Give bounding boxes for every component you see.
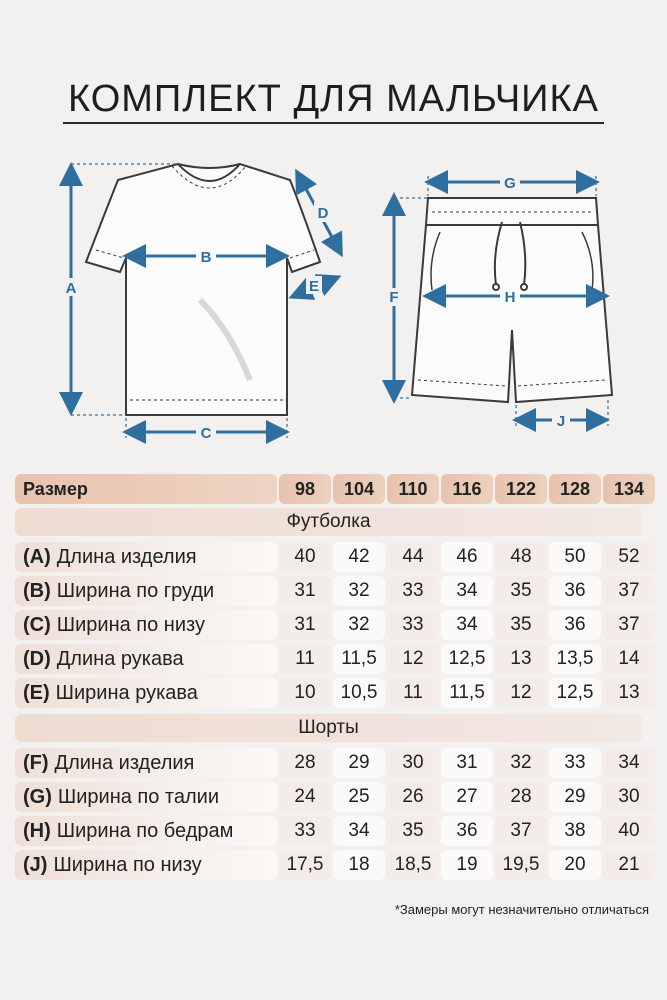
table-cell: 11,5 xyxy=(333,644,385,674)
table-cell: 19,5 xyxy=(495,850,547,880)
size-column-header: 116 xyxy=(441,474,493,504)
table-cell: 34 xyxy=(603,748,655,778)
row-label xyxy=(15,644,277,674)
label-g: G xyxy=(504,175,516,192)
row-code: (C) xyxy=(23,613,51,636)
row-label-text: Ширина по груди xyxy=(56,579,215,602)
table-cell: 10,5 xyxy=(333,678,385,708)
table-cell: 35 xyxy=(387,816,439,846)
size-column-header: 128 xyxy=(549,474,601,504)
row-label xyxy=(15,782,277,812)
table-cell: 34 xyxy=(441,610,493,640)
row-code: (J) xyxy=(23,853,48,876)
row-label-text: Длина изделия xyxy=(54,751,195,774)
label-d: D xyxy=(317,205,329,222)
table-cell: 48 xyxy=(495,542,547,572)
table-cell: 37 xyxy=(603,576,655,606)
label-a: A xyxy=(65,280,77,297)
table-cell: 11 xyxy=(387,678,439,708)
table-cell: 42 xyxy=(333,542,385,572)
row-code: (F) xyxy=(23,751,49,774)
table-cell: 28 xyxy=(279,748,331,778)
row-code: (D) xyxy=(23,647,51,670)
table-cell: 13 xyxy=(603,678,655,708)
label-b: B xyxy=(200,249,212,266)
table-cell: 29 xyxy=(333,748,385,778)
row-label xyxy=(15,748,277,778)
size-column-header: 134 xyxy=(603,474,655,504)
table-cell: 37 xyxy=(603,610,655,640)
table-cell: 32 xyxy=(333,610,385,640)
title-underline xyxy=(63,122,604,124)
row-label xyxy=(15,610,277,640)
table-cell: 12 xyxy=(387,644,439,674)
table-cell: 12,5 xyxy=(549,678,601,708)
garment-diagram xyxy=(0,140,667,450)
row-label xyxy=(15,816,277,846)
table-cell: 44 xyxy=(387,542,439,572)
table-cell: 13 xyxy=(495,644,547,674)
row-label-text: Ширина по бедрам xyxy=(56,819,234,842)
row-code: (B) xyxy=(23,579,51,602)
section-title: Шорты xyxy=(15,714,642,742)
table-cell: 19 xyxy=(441,850,493,880)
table-cell: 10 xyxy=(279,678,331,708)
table-cell: 32 xyxy=(495,748,547,778)
table-cell: 17,5 xyxy=(279,850,331,880)
size-header: Размер xyxy=(15,474,277,504)
table-cell: 12 xyxy=(495,678,547,708)
table-cell: 11 xyxy=(279,644,331,674)
table-cell: 36 xyxy=(549,610,601,640)
table-cell: 24 xyxy=(279,782,331,812)
table-cell: 31 xyxy=(441,748,493,778)
label-h: H xyxy=(504,289,516,306)
table-cell: 27 xyxy=(441,782,493,812)
table-cell: 50 xyxy=(549,542,601,572)
table-cell: 30 xyxy=(603,782,655,812)
table-cell: 13,5 xyxy=(549,644,601,674)
row-label-text: Ширина по талии xyxy=(57,785,219,808)
table-cell: 34 xyxy=(441,576,493,606)
table-cell: 25 xyxy=(333,782,385,812)
size-column-header: 104 xyxy=(333,474,385,504)
table-cell: 31 xyxy=(279,576,331,606)
row-label-text: Длина рукава xyxy=(56,647,184,670)
table-cell: 14 xyxy=(603,644,655,674)
size-column-header: 122 xyxy=(495,474,547,504)
table-cell: 35 xyxy=(495,576,547,606)
table-cell: 40 xyxy=(279,542,331,572)
table-cell: 31 xyxy=(279,610,331,640)
table-cell: 20 xyxy=(549,850,601,880)
row-code: (E) xyxy=(23,681,50,704)
row-label xyxy=(15,576,277,606)
table-cell: 11,5 xyxy=(441,678,493,708)
table-cell: 34 xyxy=(333,816,385,846)
footnote: *Замеры могут незначительно отличаться xyxy=(394,902,649,917)
table-cell: 38 xyxy=(549,816,601,846)
table-cell: 12,5 xyxy=(441,644,493,674)
table-cell: 46 xyxy=(441,542,493,572)
table-cell: 40 xyxy=(603,816,655,846)
section-title: Футболка xyxy=(15,508,642,536)
label-f: F xyxy=(389,289,399,306)
size-column-header: 110 xyxy=(387,474,439,504)
row-label-text: Ширина рукава xyxy=(55,681,198,704)
size-column-header: 98 xyxy=(279,474,331,504)
row-label-text: Ширина по низу xyxy=(53,853,202,876)
table-cell: 36 xyxy=(549,576,601,606)
table-cell: 21 xyxy=(603,850,655,880)
table-cell: 33 xyxy=(549,748,601,778)
table-cell: 26 xyxy=(387,782,439,812)
row-label-text: Длина изделия xyxy=(56,545,197,568)
table-cell: 28 xyxy=(495,782,547,812)
row-code: (H) xyxy=(23,819,51,842)
table-cell: 33 xyxy=(387,610,439,640)
page-title: КОМПЛЕКТ ДЛЯ МАЛЬЧИКА xyxy=(68,78,599,120)
label-c: C xyxy=(200,425,212,442)
row-label-text: Ширина по низу xyxy=(56,613,205,636)
table-cell: 35 xyxy=(495,610,547,640)
tshirt-icon xyxy=(86,164,320,415)
label-j: J xyxy=(556,413,566,430)
table-cell: 30 xyxy=(387,748,439,778)
table-cell: 32 xyxy=(333,576,385,606)
table-cell: 33 xyxy=(387,576,439,606)
table-cell: 29 xyxy=(549,782,601,812)
row-code: (A) xyxy=(23,545,51,568)
table-cell: 52 xyxy=(603,542,655,572)
label-e: E xyxy=(308,278,320,295)
table-cell: 36 xyxy=(441,816,493,846)
table-cell: 37 xyxy=(495,816,547,846)
table-cell: 18,5 xyxy=(387,850,439,880)
row-code: (G) xyxy=(23,785,52,808)
row-label xyxy=(15,850,277,880)
table-cell: 18 xyxy=(333,850,385,880)
row-label xyxy=(15,678,277,708)
row-label xyxy=(15,542,277,572)
table-cell: 33 xyxy=(279,816,331,846)
